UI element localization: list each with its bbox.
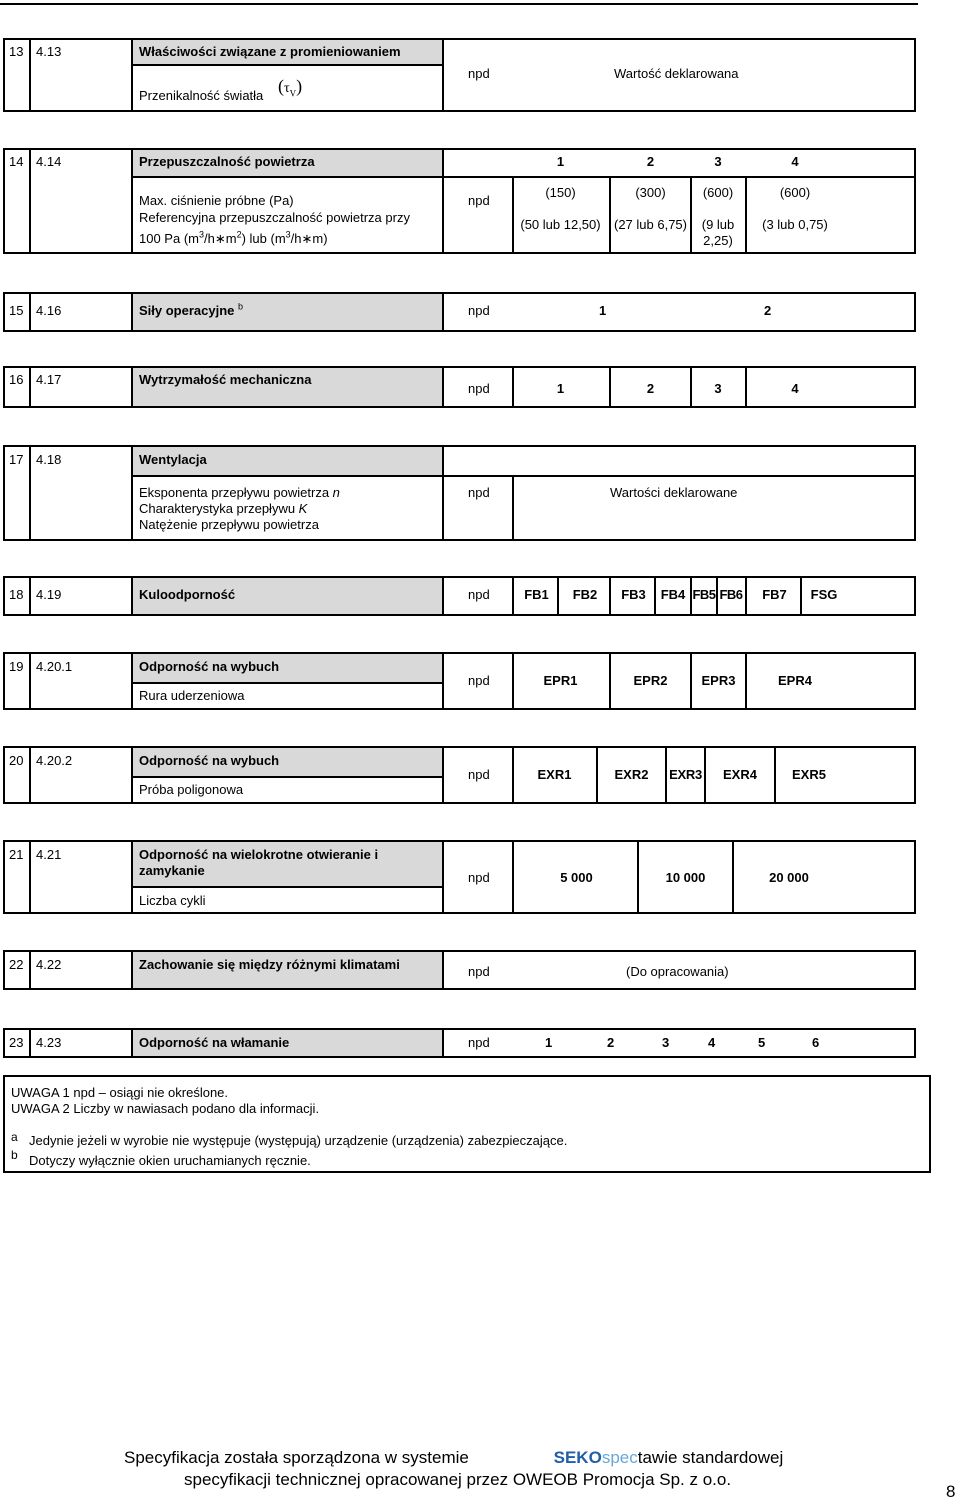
row-title: Zachowanie się między różnymi klimatami: [139, 957, 400, 972]
clause-code: 4.20.2: [36, 753, 73, 768]
clause-code: 4.18: [36, 452, 62, 467]
row-number: 14: [9, 154, 24, 169]
ref-1: (50 lub 12,50): [520, 217, 601, 232]
class-1: 1: [545, 1035, 553, 1050]
row-subtitle-3: 100 Pa $(m^3/h∗m^2)$ lub $(m^3/h∗m)$: [139, 229, 328, 246]
pressure-3: (600): [702, 185, 734, 200]
class-fb5: FB5: [692, 587, 716, 602]
notes-box: [3, 1075, 931, 1173]
class-epr1: EPR1: [543, 673, 578, 688]
row-number: 13: [9, 44, 24, 59]
class-3: 3: [662, 1035, 670, 1050]
row-title: Przepuszczalność powietrza: [139, 154, 315, 169]
pressure-1: (150): [545, 185, 576, 200]
row-number: 21: [9, 847, 24, 862]
row-title: Siły operacyjne $^b$: [139, 301, 244, 318]
class-1: 1: [556, 381, 565, 396]
clause-code: 4.13: [36, 44, 62, 59]
pressure-4: (600): [779, 185, 811, 200]
footnote-a: Jedynie jeżeli w wyrobie nie występuje (występują) urządzenie (urządzenia) zabezpieczające.: [29, 1133, 568, 1148]
class-fb6: FB6: [719, 587, 743, 602]
class-fb2: FB2: [572, 587, 598, 602]
footnote-b-mark: b: [11, 1148, 18, 1162]
class-fsg: FSG: [810, 587, 838, 602]
npd-label: npd: [468, 964, 490, 979]
note-2: UWAGA 2 Liczby w nawiasach podano dla informacji.: [11, 1101, 320, 1116]
pressure-2: (300): [635, 185, 666, 200]
class-fb7: FB7: [762, 587, 787, 602]
ref-3: (9 lub: [701, 217, 735, 232]
npd-label: npd: [468, 66, 490, 81]
ref-4: (3 lub 0,75): [762, 217, 828, 232]
npd-label: npd: [468, 193, 490, 208]
class-exr2: EXR2: [614, 767, 649, 782]
clause-code: 4.17: [36, 372, 62, 387]
class-2: 2: [646, 381, 655, 396]
pending-value: (Do opracowania): [626, 964, 729, 979]
class-1: 1: [556, 154, 565, 169]
row-title: Właściwości związane z promieniowaniem: [139, 44, 401, 59]
row-number: 19: [9, 659, 24, 674]
npd-label: npd: [468, 303, 490, 318]
row-number: 22: [9, 957, 24, 972]
npd-label: npd: [468, 1035, 490, 1050]
row-subtitle: Przenikalność światła: [139, 88, 264, 103]
clause-code: 4.19: [36, 587, 62, 602]
npd-label: npd: [468, 870, 490, 885]
cycles-2: 10 000: [665, 870, 706, 885]
row-number: 23: [9, 1035, 24, 1050]
class-3: 3: [714, 381, 722, 396]
row-title: Odporność na włamanie: [139, 1035, 290, 1050]
row-title: Kuloodporność: [139, 587, 236, 602]
row-title: Wytrzymałość mechaniczna: [139, 372, 312, 387]
row-subtitle-1: Max. ciśnienie próbne (Pa): [139, 193, 294, 208]
page-number: 8: [946, 1482, 956, 1501]
row-title: Odporność na wybuch: [139, 659, 280, 674]
declared-value: Wartość deklarowana: [614, 66, 739, 81]
row-subtitle-2: Charakterystyka przepływu K: [139, 501, 308, 516]
cycles-1: 5 000: [560, 870, 593, 885]
footer-line-2: specyfikacji technicznej opracowanej przez OWEOB Promocja Sp. z o.o.: [184, 1470, 732, 1489]
class-3: 3: [714, 154, 722, 169]
clause-code: 4.14: [36, 154, 62, 169]
npd-label: npd: [468, 673, 490, 688]
npd-label: npd: [468, 485, 490, 500]
row-number: 18: [9, 587, 24, 602]
row-subtitle: Rura uderzeniowa: [139, 688, 245, 703]
class-exr4: EXR4: [723, 767, 757, 782]
row-title-2: zamykanie: [139, 863, 205, 878]
class-exr5: EXR5: [792, 767, 826, 782]
row-subtitle: Próba poligonowa: [139, 782, 244, 797]
class-4: 4: [791, 154, 799, 169]
footnote-a-mark: a: [11, 1130, 18, 1144]
row-number: 16: [9, 372, 24, 387]
row-subtitle-3: Natężenie przepływu powietrza: [139, 517, 319, 532]
clause-code: 4.21: [36, 847, 62, 862]
class-1: 1: [599, 303, 607, 318]
class-4: 4: [791, 381, 799, 396]
cycles-3: 20 000: [769, 870, 809, 885]
class-epr2: EPR2: [633, 673, 668, 688]
ref-2: (27 lub 6,75): [614, 217, 687, 232]
declared-values: Wartości deklarowane: [610, 485, 738, 500]
class-exr3: EXR3: [669, 767, 702, 782]
class-2: 2: [607, 1035, 615, 1050]
npd-label: npd: [468, 587, 490, 602]
note-1: UWAGA 1 npd – osiągi nie określone.: [11, 1085, 229, 1100]
class-epr4: EPR4: [778, 673, 812, 688]
class-fb4: FB4: [660, 587, 686, 602]
class-epr3: EPR3: [701, 673, 736, 688]
class-6: 6: [812, 1035, 820, 1050]
top-rule: [0, 3, 918, 5]
row-subtitle-1: Eksponenta przepływu powietrza n: [139, 485, 340, 500]
class-4: 4: [708, 1035, 716, 1050]
class-5: 5: [758, 1035, 766, 1050]
clause-code: 4.22: [36, 957, 62, 972]
clause-code: 4.23: [36, 1035, 62, 1050]
row-subtitle-2: Referencyjna przepuszczalność powietrza przy: [139, 210, 410, 225]
ref-3-line2: 2,25): [703, 233, 733, 248]
footer-line-1: Specyfikacja została sporządzona w systemie SEKOspectawie standardowej: [124, 1448, 784, 1467]
row-number: 17: [9, 452, 24, 467]
row-title: Wentylacja: [139, 452, 207, 467]
npd-label: npd: [468, 381, 490, 396]
class-2: 2: [764, 303, 772, 318]
footnote-b: Dotyczy wyłącznie okien uruchamianych ręcznie.: [29, 1153, 311, 1168]
row-number: 20: [9, 753, 24, 768]
clause-code: 4.16: [36, 303, 62, 318]
npd-label: npd: [468, 767, 490, 782]
clause-code: 4.20.1: [36, 659, 73, 674]
class-fb3: FB3: [621, 587, 646, 602]
symbol-formula: $(\tau_V)$: [278, 76, 303, 99]
row-number: 15: [9, 303, 24, 318]
class-fb1: FB1: [524, 587, 549, 602]
row-title-1: Odporność na wielokrotne otwieranie i: [139, 847, 379, 862]
row-title: Odporność na wybuch: [139, 753, 280, 768]
sekospec-logo: SEKOspec: [553, 1448, 638, 1467]
class-2: 2: [646, 154, 655, 169]
row-subtitle: Liczba cykli: [139, 893, 206, 908]
class-exr1: EXR1: [537, 767, 572, 782]
